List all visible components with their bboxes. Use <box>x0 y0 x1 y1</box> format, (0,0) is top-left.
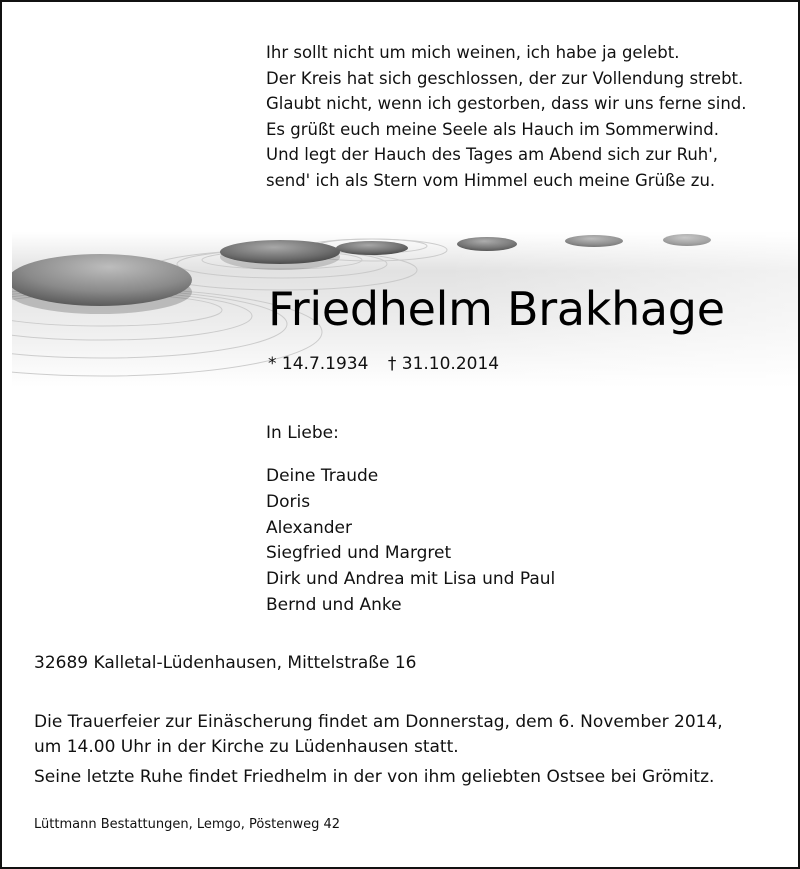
survivors-intro: In Liebe: <box>266 423 339 443</box>
service-line: um 14.00 Uhr in der Kirche zu Lüdenhausen statt. <box>34 736 459 757</box>
poem-line: Glaubt nicht, wenn ich gestorben, dass wir uns ferne sind. <box>266 94 747 113</box>
survivor-name: Siegfried und Margret <box>266 543 452 564</box>
undertaker-info: Lüttmann Bestattungen, Lemgo, Pöstenweg 42 <box>34 817 341 832</box>
poem-line: Der Kreis hat sich geschlossen, der zur Vollendung strebt. <box>266 68 744 88</box>
poem-line: send' ich als Stern vom Himmel euch meine Grüße zu. <box>266 170 716 190</box>
survivor-name: Bernd und Anke <box>266 594 402 615</box>
service-line: Die Trauerfeier zur Einäscherung findet am Donnerstag, dem 6. November 2014, <box>34 712 723 732</box>
family-address: 32689 Kalletal-Lüdenhausen, Mittelstraße 16 <box>34 653 417 673</box>
death-date: † 31.10.2014 <box>387 354 500 374</box>
deceased-name: Friedhelm Brakhage <box>268 282 725 336</box>
survivor-name: Alexander <box>266 517 353 538</box>
survivor-name: Dirk und Andrea mit Lisa und Paul <box>266 569 556 590</box>
poem-line: Ihr sollt nicht um mich weinen, ich habe ja gelebt. <box>266 43 680 62</box>
birth-date: * 14.7.1934 <box>268 354 369 374</box>
survivors-list <box>266 464 555 619</box>
poem <box>266 40 786 193</box>
survivor-name: Doris <box>266 491 311 512</box>
poem-line: Es grüßt euch meine Seele als Hauch im Sommerwind. <box>266 119 719 139</box>
burial-note: Seine letzte Ruhe findet Friedhelm in der von ihm geliebten Ostsee bei Grömitz. <box>34 767 715 787</box>
poem-line: Und legt der Hauch des Tages am Abend sich zur Ruh', <box>266 145 719 164</box>
life-dates <box>268 354 513 374</box>
funeral-service-info <box>34 710 723 759</box>
survivor-name: Deine Traude <box>266 466 379 486</box>
